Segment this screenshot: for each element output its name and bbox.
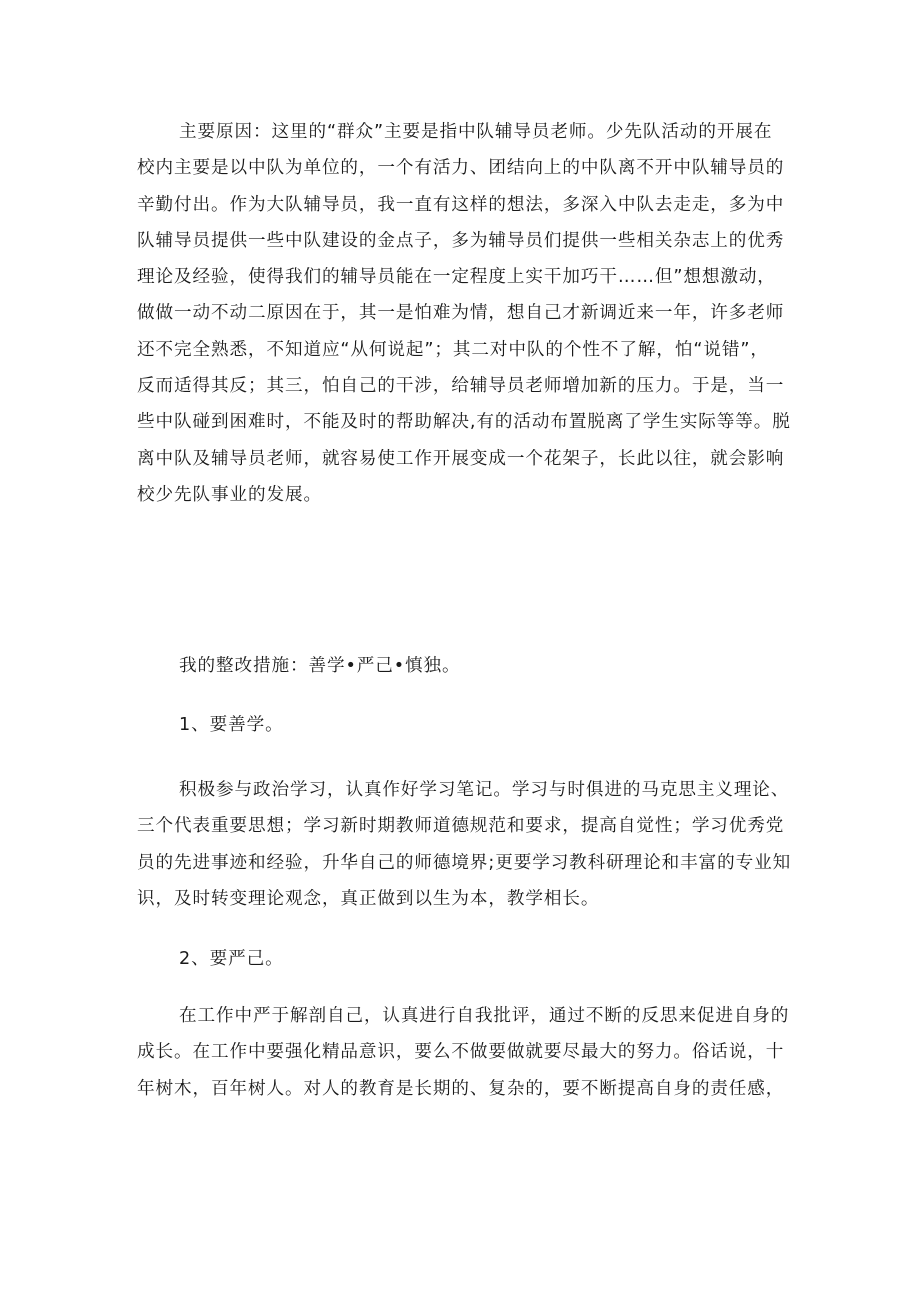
text-line: 反而适得其反；其三，怕自己的干涉，给辅导员老师增加新的压力。于是，当一 — [137, 376, 785, 397]
text-line: 识，及时转变理论观念，真正做到以生为本，教学相长。 — [137, 888, 600, 909]
paragraph-study — [137, 772, 801, 917]
measures-heading: 我的整改措施：善学•严己•慎独。 — [179, 656, 461, 676]
text-line: 做做一动不动二原因在于，其一是怕难为情，想自己才新调近来一年，许多老师 — [137, 303, 785, 324]
text-line: 主要原因：这里的“群众”主要是指中队辅导员老师。少先队活动的开展在 — [179, 122, 773, 142]
text-line: 积极参与政治学习，认真作好学习笔记。学习与时俱进的马克思主义理论、 — [179, 780, 790, 800]
text-line: 员的先进事迹和经验，升华自己的师德境界;更要学习教科研理论和丰富的专业知 — [137, 852, 792, 873]
text-line: 在工作中严于解剖自己，认真进行自我批评，通过不断的反思来促进自身的 — [179, 1006, 790, 1026]
text-line: 队辅导员提供一些中队建设的金点子，多为辅导员们提供一些相关杂志上的优秀 — [137, 230, 785, 251]
item2-heading: 2、要严己。 — [179, 949, 284, 969]
paragraph-self-discipline — [137, 998, 801, 1107]
text-line: 成长。在工作中要强化精品意识，要么不做要做就要尽最大的努力。俗话说，十 — [137, 1042, 785, 1063]
text-line: 离中队及辅导员老师，就容易使工作开展变成一个花架子，长此以往，就会影响 — [137, 448, 785, 469]
text-line: 些中队碰到困难时，不能及时的帮助解决,有的活动布置脱离了学生实际等等。脱 — [137, 412, 791, 433]
item1-heading: 1、要善学。 — [179, 715, 284, 735]
text-line: 三个代表重要思想；学习新时期教师道德规范和要求，提高自觉性；学习优秀党 — [137, 816, 785, 837]
text-line: 理论及经验，使得我们的辅导员能在一定程度上实干加巧干……但”想想激动， — [137, 267, 776, 288]
text-line: 年树木，百年树人。对人的教育是长期的、复杂的，要不断提高自身的责任感， — [137, 1078, 785, 1099]
text-line: 校内主要是以中队为单位的，一个有活力、团结向上的中队离不开中队辅导员的 — [137, 158, 785, 179]
paragraph-main-reason — [137, 114, 801, 513]
text-line: 辛勤付出。作为大队辅导员，我一直有这样的想法，多深入中队去走走，多为中 — [137, 194, 785, 215]
text-line: 还不完全熟悉，不知道应“从何说起”；其二对中队的个性不了解，怕“说错”， — [137, 339, 769, 360]
text-line: 校少先队事业的发展。 — [137, 484, 322, 505]
